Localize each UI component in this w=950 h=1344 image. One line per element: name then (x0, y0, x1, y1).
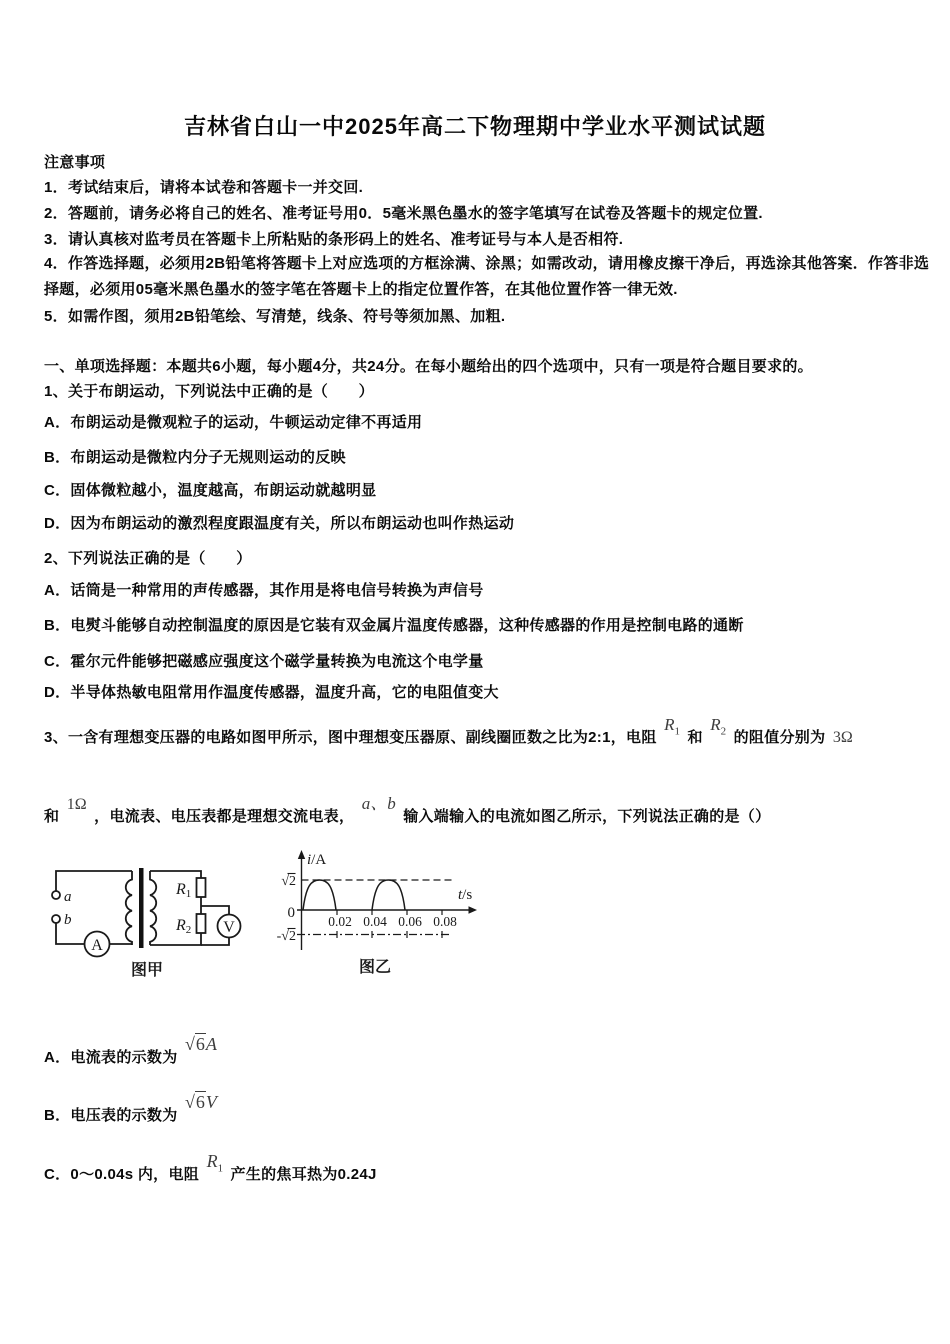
y-tick-sqrt2: √2 (281, 874, 296, 889)
circuit-figure (52, 868, 241, 957)
q3-formula-r2: $R_2$ (710, 715, 727, 738)
question-1-option-b: B．布朗运动是微粒内分子无规则运动的反映 (44, 449, 346, 466)
q3-formula-ab: a、b (361, 794, 396, 813)
x-axis-ticks (337, 910, 442, 915)
q3-option-a-formula: √6A (185, 1034, 217, 1054)
notice-item-1: 1．考试结束后，请将本试卷和答题卡一并交回. (44, 179, 364, 196)
q3-formula-3ohm: 3Ω (832, 729, 853, 746)
figure-yi-caption: 图乙 (358, 959, 392, 976)
resistor-r1-label: R1 (176, 881, 192, 900)
section-heading: 一、单项选择题：本题共6小题，每小题4分，共24分。在每小题给出的四个选项中，只有一项是符合题目要求的。 (44, 358, 813, 375)
notice-item-4: 4．作答选择题，必须用2B铅笔将答题卡上对应选项的方框涂满、涂黑；如需改动，请用橡皮擦干净后，再选涂其他答案．作答非选择题，必须用05毫米黑色墨水的签字笔在答题卡上的指定位置作答，在其他位置作答一律无效. (44, 255, 930, 298)
q3-formula-1ohm: 1Ω (66, 796, 87, 813)
question-3-option-b (44, 1092, 220, 1125)
x-axis-title: t/s (458, 887, 473, 903)
waveform-hump-1 (303, 880, 336, 910)
x-tick-002: 0.02 (328, 914, 352, 929)
y-axis-title: i/A (307, 852, 327, 868)
q3-formula-r1: $R_1$ (664, 715, 680, 738)
q3-stem-text-4: 和 (44, 808, 60, 825)
ammeter-label: A (91, 937, 103, 954)
question-1-option-c: C．固体微粒越小，温度越高，布朗运动就越明显 (44, 482, 377, 499)
q3-stem-text-3: 的阻值分别为 (733, 729, 826, 746)
notice-item-5: 5．如需作图，须用2B铅笔绘、写清楚，线条、符号等须加黑、加粗. (44, 308, 506, 325)
q3-stem-text-5: ，电流表、电压表都是理想交流电表， (94, 808, 355, 825)
question-2-option-c: C．霍尔元件能够把磁感应强度这个磁学量转换为电流这个电学量 (44, 653, 484, 670)
secondary-coil-icon (150, 871, 156, 945)
resistor-r2-label: R2 (176, 917, 192, 936)
question-1-option-d: D．因为布朗运动的激烈程度跟温度有关，所以布朗运动也叫作热运动 (44, 515, 515, 532)
q3-option-c-text-1: C．0～0.04s 内，电阻 (44, 1166, 200, 1183)
primary-coil-icon (126, 871, 132, 945)
terminal-b-label: b (64, 912, 72, 928)
x-axis-arrow (469, 906, 478, 913)
figure-row (40, 840, 490, 992)
y-tick-neg-sqrt2: -√2 (276, 929, 296, 944)
figure-jia-caption: 图甲 (130, 962, 164, 979)
notice-item-3: 3．请认真核对监考员在答题卡上所粘贴的条形码上的姓名、准考证号与本人是否相符. (44, 231, 624, 248)
y-tick-zero: 0 (287, 905, 295, 921)
question-2-option-d: D．半导体热敏电阻常用作温度传感器，温度升高，它的电阻值变大 (44, 684, 499, 701)
notice-heading: 注意事项 (44, 154, 106, 171)
q3-stem-text-6: 输入端输入的电流如图乙所示，下列说法正确的是（） (403, 808, 771, 825)
question-3-option-a (44, 1034, 220, 1067)
q3-option-b-text: B．电压表的示数为 (44, 1107, 178, 1124)
notice-item-2: 2．答题前，请务必将自己的姓名、准考证号用0．5毫米黑色墨水的签字笔填写在试卷及答题卡的规定位置. (44, 205, 763, 222)
waveform-hump-2 (372, 880, 405, 910)
q3-option-b-formula: √6V (185, 1092, 217, 1112)
question-2-option-a: A．话筒是一种常用的声传感器，其作用是将电信号转换为声信号 (44, 582, 484, 599)
question-2-option-b: B．电熨斗能够自动控制温度的原因是它装有双金属片温度传感器，这种传感器的作用是控制电路的通断 (44, 617, 744, 634)
terminal-b-dot (52, 915, 60, 923)
q3-stem-text-2: 和 (687, 729, 703, 746)
q3-option-a-text: A．电流表的示数为 (44, 1049, 178, 1066)
q3-option-c-text-2: 产生的焦耳热为0.24J (230, 1166, 377, 1183)
transformer-core (139, 868, 144, 948)
q3-option-c-formula: $R_1$ (206, 1151, 224, 1175)
resistor-r1 (197, 878, 206, 897)
terminal-a-label: a (64, 889, 72, 905)
x-tick-004: 0.04 (363, 914, 387, 929)
question-1-option-a: A．布朗运动是微观粒子的运动，牛顿运动定律不再适用 (44, 414, 423, 431)
x-tick-006: 0.06 (398, 914, 422, 929)
voltmeter-label: V (223, 919, 235, 936)
question-1-stem: 1、关于布朗运动，下列说法中正确的是（ ） (44, 383, 374, 400)
question-3-option-c (44, 1151, 377, 1187)
terminal-a-dot (52, 891, 60, 899)
question-3-stem-line2 (44, 794, 771, 826)
question-2-stem: 2、下列说法正确的是（ ） (44, 550, 252, 567)
question-3-stem-line1 (44, 715, 856, 749)
y-axis-arrow (298, 850, 305, 859)
q3-stem-text-1: 3、一含有理想变压器的电路如图甲所示，图中理想变压器原、副线圈匝数之比为2:1，电阻 (44, 729, 657, 746)
exam-title: 吉林省白山一中2025年高二下物理期中学业水平测试试题 (184, 114, 766, 139)
resistor-r2 (197, 914, 206, 933)
x-tick-008: 0.08 (433, 914, 457, 929)
